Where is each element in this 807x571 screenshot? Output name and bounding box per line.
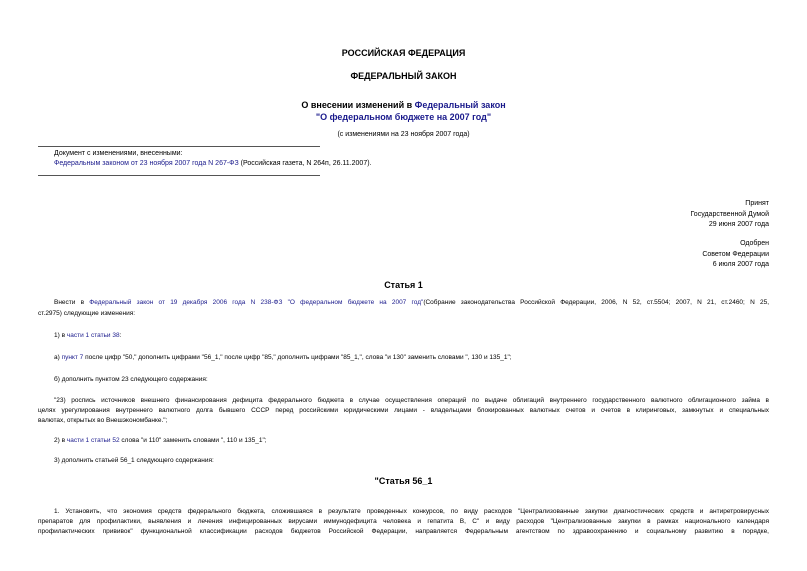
article-56-p1-line3: профилактических прививок" функциональной классификации расходов бюджетов Российской Федерации, направляется Федеральным агентством по здравоохранению и социальному развитию в порядке, — [38, 528, 769, 535]
item-a-suffix: после цифр "50," дополнить цифрами "56_1," после цифр "85," дополнить цифрами "85_1,", слова "и 130" заменить словами ", 130 и 135_1"; — [83, 354, 512, 361]
amended-note: (с изменениями на 23 ноября 2007 года) — [337, 131, 470, 138]
amending-law-source: (Российская газета, N 264п, 26.11.2007). — [238, 160, 372, 167]
item-2 — [54, 436, 267, 446]
changes-bottom-rule — [38, 175, 320, 176]
intro-prefix: Внести в — [54, 299, 90, 306]
intro-suffix: (Собрание законодательства Российской Федерации, 2006, N 52, ст.5504; 2007, N 21, ст.2460; N 25, — [423, 299, 770, 306]
article-56-p1-line2: препаратов для профилактики, выявления и лечения инфицированных вирусами иммунодефицита человека и гепатита B, C" и виду расходов "Централизованные закупки в рамках национального календаря — [38, 518, 769, 525]
item-1-suffix: : — [119, 332, 122, 339]
duma-date: 29 июня 2007 года — [708, 221, 769, 228]
article-1-intro-line2: ст.2975) следующие изменения: — [38, 310, 136, 317]
article-52-link[interactable]: части 1 статьи 52 — [66, 437, 120, 444]
item-a-prefix: а) — [54, 354, 62, 361]
article-56-heading: "Статья 56_1 — [374, 476, 433, 486]
item-2-prefix: 2) в — [54, 437, 67, 444]
changes-line1: Документ с изменениями, внесенными: — [54, 150, 183, 157]
law-title-link[interactable]: Федеральный закон — [414, 100, 506, 110]
changes-top-rule — [38, 146, 320, 147]
article-1-heading: Статья 1 — [384, 280, 423, 290]
item-2-suffix: слова "и 110" заменить словами ", 110 и 135_1"; — [119, 437, 267, 444]
point-23-line3: валютах, открытых во Внешэкономбанке."; — [38, 417, 168, 424]
doc-type-heading: ФЕДЕРАЛЬНЫЙ ЗАКОН — [350, 71, 457, 81]
item-b: б) дополнить пунктом 23 следующего содержания: — [54, 376, 208, 383]
law-title-prefix: О внесении изменений в — [301, 100, 415, 110]
point-7-link[interactable]: пункт 7 — [61, 354, 84, 361]
council-date: 6 июля 2007 года — [712, 261, 769, 268]
point-23-line2: целях урегулирования внутреннего валютного долга бывшего СССР перед российскими юридическими лицами - владельцами блокированных валютных счетов и счетов в клиринговых, замкнутых и специальных — [38, 407, 769, 414]
accepted-label: Принят — [745, 200, 769, 207]
article-56-p1-line1: 1. Установить, что экономия средств федерального бюджета, сложившаяся в результате проведенных конкурсов, по виду расходов "Централизованные закупки диагностических средств и антиретровирусных — [54, 508, 769, 515]
council-label: Советом Федерации — [702, 251, 769, 258]
document-page — [38, 0, 769, 571]
item-a — [54, 353, 512, 363]
item-1-prefix: 1) в — [54, 332, 67, 339]
item-3: 3) дополнить статьей 56_1 следующего содержания: — [54, 457, 214, 464]
item-1 — [54, 331, 121, 341]
country-heading: РОССИЙСКАЯ ФЕДЕРАЦИЯ — [341, 48, 466, 58]
article-1-intro-line1 — [38, 298, 769, 308]
law-title-line1 — [38, 100, 769, 110]
amending-law-link[interactable]: Федеральным законом от 23 ноября 2007 года N 267-ФЗ — [54, 160, 239, 167]
point-23-line1: "23) роспись источников внешнего финансирования дефицита федерального бюджета в случае осуществления операций по выдаче облигаций внутреннего государственного валютного облигационного займа в — [54, 397, 769, 404]
budget-law-link[interactable]: Федеральный закон от 19 декабря 2006 года N 238-ФЗ "О федеральном бюджете на 2007 год" — [89, 299, 424, 306]
law-title-line2[interactable]: "О федеральном бюджете на 2007 год" — [315, 112, 492, 122]
changes-line2 — [54, 160, 372, 167]
duma-label: Государственной Думой — [690, 211, 769, 218]
approved-label: Одобрен — [740, 240, 769, 247]
article-38-link[interactable]: части 1 статьи 38 — [66, 332, 120, 339]
